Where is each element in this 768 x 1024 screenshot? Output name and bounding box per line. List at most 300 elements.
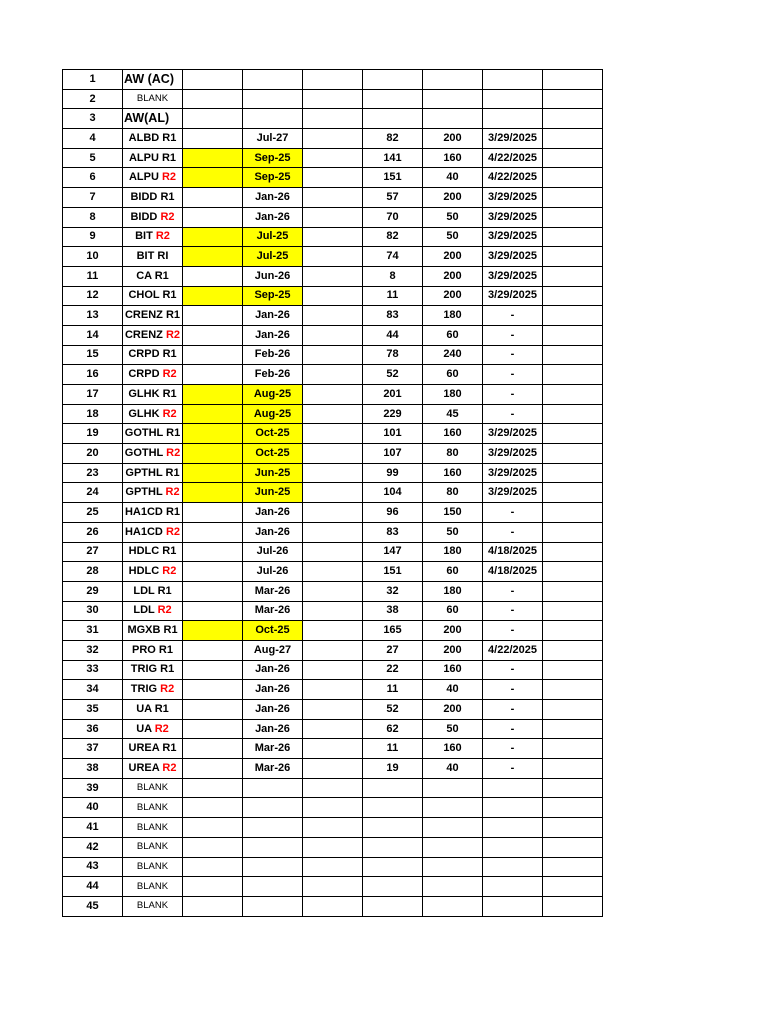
empty-cell[interactable]: [303, 365, 363, 385]
count-cell[interactable]: 101: [363, 424, 423, 444]
count-cell[interactable]: 229: [363, 404, 423, 424]
empty-cell[interactable]: [303, 503, 363, 523]
count-cell[interactable]: 11: [363, 286, 423, 306]
max-cell[interactable]: 200: [423, 700, 483, 720]
count-cell[interactable]: 11: [363, 680, 423, 700]
max-cell[interactable]: 50: [423, 227, 483, 247]
max-cell[interactable]: [423, 877, 483, 897]
empty-cell[interactable]: [303, 877, 363, 897]
row-number-cell[interactable]: 16: [63, 365, 123, 385]
expiry-cell[interactable]: [243, 798, 303, 818]
empty-cell[interactable]: [543, 345, 603, 365]
item-name-cell[interactable]: [123, 345, 183, 365]
highlight-cell[interactable]: [183, 503, 243, 523]
highlight-cell[interactable]: [183, 424, 243, 444]
highlight-cell[interactable]: [183, 483, 243, 503]
item-name-cell[interactable]: [123, 168, 183, 188]
max-cell[interactable]: 200: [423, 621, 483, 641]
empty-cell[interactable]: [303, 325, 363, 345]
count-cell[interactable]: 78: [363, 345, 423, 365]
count-cell[interactable]: 52: [363, 365, 423, 385]
expiry-cell[interactable]: [243, 89, 303, 109]
max-cell[interactable]: 200: [423, 286, 483, 306]
empty-cell[interactable]: [303, 719, 363, 739]
max-cell[interactable]: 180: [423, 306, 483, 326]
count-cell[interactable]: 104: [363, 483, 423, 503]
row-number-cell[interactable]: 34: [63, 680, 123, 700]
date-cell[interactable]: -: [483, 621, 543, 641]
count-cell[interactable]: 57: [363, 188, 423, 208]
empty-cell[interactable]: [543, 404, 603, 424]
count-cell[interactable]: 107: [363, 444, 423, 464]
row-number-cell[interactable]: 42: [63, 837, 123, 857]
expiry-cell[interactable]: Aug-25: [243, 404, 303, 424]
item-name-cell[interactable]: [123, 306, 183, 326]
item-name-cell[interactable]: [123, 503, 183, 523]
date-cell[interactable]: 3/29/2025: [483, 444, 543, 464]
empty-cell[interactable]: [303, 581, 363, 601]
row-number-cell[interactable]: 5: [63, 148, 123, 168]
expiry-cell[interactable]: Jun-26: [243, 266, 303, 286]
item-name-cell[interactable]: [123, 207, 183, 227]
empty-cell[interactable]: [303, 148, 363, 168]
expiry-cell[interactable]: Jan-26: [243, 207, 303, 227]
max-cell[interactable]: [423, 778, 483, 798]
max-cell[interactable]: 240: [423, 345, 483, 365]
expiry-cell[interactable]: Sep-25: [243, 148, 303, 168]
item-name-cell[interactable]: [123, 581, 183, 601]
highlight-cell[interactable]: [183, 719, 243, 739]
expiry-cell[interactable]: Oct-25: [243, 444, 303, 464]
empty-cell[interactable]: [543, 818, 603, 838]
highlight-cell[interactable]: [183, 365, 243, 385]
row-number-cell[interactable]: 27: [63, 542, 123, 562]
empty-cell[interactable]: [303, 700, 363, 720]
date-cell[interactable]: 3/29/2025: [483, 424, 543, 444]
empty-cell[interactable]: [303, 109, 363, 129]
row-number-cell[interactable]: 19: [63, 424, 123, 444]
empty-cell[interactable]: [543, 739, 603, 759]
expiry-cell[interactable]: Jul-26: [243, 562, 303, 582]
row-number-cell[interactable]: 12: [63, 286, 123, 306]
highlight-cell[interactable]: [183, 601, 243, 621]
count-cell[interactable]: 165: [363, 621, 423, 641]
count-cell[interactable]: 151: [363, 562, 423, 582]
item-name-cell[interactable]: [123, 444, 183, 464]
row-number-cell[interactable]: 44: [63, 877, 123, 897]
highlight-cell[interactable]: [183, 463, 243, 483]
highlight-cell[interactable]: [183, 227, 243, 247]
highlight-cell[interactable]: [183, 109, 243, 129]
count-cell[interactable]: 141: [363, 148, 423, 168]
max-cell[interactable]: 160: [423, 463, 483, 483]
expiry-cell[interactable]: [243, 70, 303, 90]
count-cell[interactable]: 32: [363, 581, 423, 601]
row-number-cell[interactable]: 37: [63, 739, 123, 759]
empty-cell[interactable]: [303, 286, 363, 306]
highlight-cell[interactable]: [183, 640, 243, 660]
max-cell[interactable]: 160: [423, 148, 483, 168]
item-name-cell[interactable]: [123, 109, 183, 129]
empty-cell[interactable]: [543, 621, 603, 641]
expiry-cell[interactable]: [243, 857, 303, 877]
highlight-cell[interactable]: [183, 522, 243, 542]
expiry-cell[interactable]: [243, 837, 303, 857]
empty-cell[interactable]: [543, 168, 603, 188]
date-cell[interactable]: 3/29/2025: [483, 188, 543, 208]
max-cell[interactable]: 200: [423, 640, 483, 660]
date-cell[interactable]: 3/29/2025: [483, 266, 543, 286]
count-cell[interactable]: 19: [363, 759, 423, 779]
date-cell[interactable]: [483, 896, 543, 916]
expiry-cell[interactable]: [243, 877, 303, 897]
highlight-cell[interactable]: [183, 207, 243, 227]
max-cell[interactable]: [423, 798, 483, 818]
row-number-cell[interactable]: 17: [63, 385, 123, 405]
row-number-cell[interactable]: 4: [63, 129, 123, 149]
max-cell[interactable]: 200: [423, 247, 483, 267]
empty-cell[interactable]: [303, 542, 363, 562]
empty-cell[interactable]: [543, 129, 603, 149]
empty-cell[interactable]: [543, 444, 603, 464]
date-cell[interactable]: 3/29/2025: [483, 483, 543, 503]
empty-cell[interactable]: [303, 306, 363, 326]
date-cell[interactable]: -: [483, 680, 543, 700]
empty-cell[interactable]: [543, 778, 603, 798]
item-name-cell[interactable]: [123, 385, 183, 405]
item-name-cell[interactable]: [123, 680, 183, 700]
expiry-cell[interactable]: Sep-25: [243, 286, 303, 306]
date-cell[interactable]: [483, 89, 543, 109]
max-cell[interactable]: [423, 89, 483, 109]
row-number-cell[interactable]: 29: [63, 581, 123, 601]
item-name-cell[interactable]: [123, 857, 183, 877]
max-cell[interactable]: 45: [423, 404, 483, 424]
item-name-cell[interactable]: [123, 562, 183, 582]
expiry-cell[interactable]: Feb-26: [243, 345, 303, 365]
date-cell[interactable]: [483, 70, 543, 90]
expiry-cell[interactable]: [243, 778, 303, 798]
date-cell[interactable]: [483, 837, 543, 857]
count-cell[interactable]: [363, 109, 423, 129]
empty-cell[interactable]: [303, 188, 363, 208]
item-name-cell[interactable]: [123, 778, 183, 798]
max-cell[interactable]: 200: [423, 129, 483, 149]
max-cell[interactable]: 200: [423, 188, 483, 208]
row-number-cell[interactable]: 15: [63, 345, 123, 365]
empty-cell[interactable]: [303, 404, 363, 424]
max-cell[interactable]: 180: [423, 385, 483, 405]
highlight-cell[interactable]: [183, 739, 243, 759]
highlight-cell[interactable]: [183, 70, 243, 90]
count-cell[interactable]: [363, 70, 423, 90]
expiry-cell[interactable]: Aug-25: [243, 385, 303, 405]
item-name-cell[interactable]: [123, 719, 183, 739]
count-cell[interactable]: 82: [363, 129, 423, 149]
expiry-cell[interactable]: Aug-27: [243, 640, 303, 660]
max-cell[interactable]: 60: [423, 325, 483, 345]
date-cell[interactable]: -: [483, 345, 543, 365]
item-name-cell[interactable]: [123, 89, 183, 109]
row-number-cell[interactable]: 31: [63, 621, 123, 641]
empty-cell[interactable]: [303, 266, 363, 286]
expiry-cell[interactable]: Jul-26: [243, 542, 303, 562]
row-number-cell[interactable]: 43: [63, 857, 123, 877]
highlight-cell[interactable]: [183, 188, 243, 208]
expiry-cell[interactable]: [243, 818, 303, 838]
empty-cell[interactable]: [303, 857, 363, 877]
empty-cell[interactable]: [303, 522, 363, 542]
empty-cell[interactable]: [543, 227, 603, 247]
expiry-cell[interactable]: Jan-26: [243, 660, 303, 680]
empty-cell[interactable]: [303, 680, 363, 700]
empty-cell[interactable]: [543, 759, 603, 779]
item-name-cell[interactable]: [123, 148, 183, 168]
date-cell[interactable]: -: [483, 503, 543, 523]
date-cell[interactable]: -: [483, 325, 543, 345]
empty-cell[interactable]: [543, 266, 603, 286]
empty-cell[interactable]: [543, 640, 603, 660]
date-cell[interactable]: -: [483, 601, 543, 621]
date-cell[interactable]: -: [483, 581, 543, 601]
empty-cell[interactable]: [543, 503, 603, 523]
empty-cell[interactable]: [303, 739, 363, 759]
empty-cell[interactable]: [303, 385, 363, 405]
highlight-cell[interactable]: [183, 247, 243, 267]
row-number-cell[interactable]: 14: [63, 325, 123, 345]
empty-cell[interactable]: [303, 247, 363, 267]
item-name-cell[interactable]: [123, 247, 183, 267]
expiry-cell[interactable]: Jan-26: [243, 700, 303, 720]
item-name-cell[interactable]: [123, 424, 183, 444]
max-cell[interactable]: [423, 896, 483, 916]
highlight-cell[interactable]: [183, 89, 243, 109]
highlight-cell[interactable]: [183, 148, 243, 168]
highlight-cell[interactable]: [183, 444, 243, 464]
highlight-cell[interactable]: [183, 896, 243, 916]
item-name-cell[interactable]: [123, 818, 183, 838]
max-cell[interactable]: 60: [423, 562, 483, 582]
date-cell[interactable]: -: [483, 719, 543, 739]
empty-cell[interactable]: [303, 798, 363, 818]
empty-cell[interactable]: [543, 700, 603, 720]
date-cell[interactable]: 4/22/2025: [483, 168, 543, 188]
max-cell[interactable]: 40: [423, 680, 483, 700]
empty-cell[interactable]: [303, 207, 363, 227]
max-cell[interactable]: 160: [423, 660, 483, 680]
count-cell[interactable]: 82: [363, 227, 423, 247]
empty-cell[interactable]: [543, 581, 603, 601]
max-cell[interactable]: 160: [423, 424, 483, 444]
date-cell[interactable]: 3/29/2025: [483, 227, 543, 247]
row-number-cell[interactable]: 45: [63, 896, 123, 916]
count-cell[interactable]: 22: [363, 660, 423, 680]
item-name-cell[interactable]: [123, 365, 183, 385]
item-name-cell[interactable]: [123, 483, 183, 503]
count-cell[interactable]: [363, 857, 423, 877]
count-cell[interactable]: 62: [363, 719, 423, 739]
highlight-cell[interactable]: [183, 562, 243, 582]
expiry-cell[interactable]: Jul-25: [243, 247, 303, 267]
count-cell[interactable]: 27: [363, 640, 423, 660]
empty-cell[interactable]: [543, 896, 603, 916]
max-cell[interactable]: 80: [423, 483, 483, 503]
max-cell[interactable]: [423, 70, 483, 90]
item-name-cell[interactable]: [123, 759, 183, 779]
empty-cell[interactable]: [543, 424, 603, 444]
empty-cell[interactable]: [543, 385, 603, 405]
date-cell[interactable]: 4/22/2025: [483, 148, 543, 168]
highlight-cell[interactable]: [183, 266, 243, 286]
row-number-cell[interactable]: 39: [63, 778, 123, 798]
empty-cell[interactable]: [543, 483, 603, 503]
empty-cell[interactable]: [303, 621, 363, 641]
highlight-cell[interactable]: [183, 759, 243, 779]
row-number-cell[interactable]: 25: [63, 503, 123, 523]
item-name-cell[interactable]: [123, 640, 183, 660]
empty-cell[interactable]: [543, 109, 603, 129]
count-cell[interactable]: 44: [363, 325, 423, 345]
highlight-cell[interactable]: [183, 306, 243, 326]
row-number-cell[interactable]: 20: [63, 444, 123, 464]
count-cell[interactable]: 74: [363, 247, 423, 267]
date-cell[interactable]: -: [483, 700, 543, 720]
expiry-cell[interactable]: Jan-26: [243, 188, 303, 208]
expiry-cell[interactable]: Mar-26: [243, 759, 303, 779]
item-name-cell[interactable]: [123, 601, 183, 621]
date-cell[interactable]: 3/29/2025: [483, 129, 543, 149]
empty-cell[interactable]: [543, 207, 603, 227]
max-cell[interactable]: [423, 818, 483, 838]
empty-cell[interactable]: [543, 857, 603, 877]
empty-cell[interactable]: [543, 463, 603, 483]
max-cell[interactable]: 50: [423, 207, 483, 227]
date-cell[interactable]: -: [483, 739, 543, 759]
empty-cell[interactable]: [303, 227, 363, 247]
count-cell[interactable]: [363, 896, 423, 916]
expiry-cell[interactable]: Jan-26: [243, 503, 303, 523]
item-name-cell[interactable]: [123, 129, 183, 149]
item-name-cell[interactable]: [123, 896, 183, 916]
row-number-cell[interactable]: 3: [63, 109, 123, 129]
expiry-cell[interactable]: Jul-27: [243, 129, 303, 149]
item-name-cell[interactable]: [123, 404, 183, 424]
highlight-cell[interactable]: [183, 345, 243, 365]
count-cell[interactable]: 38: [363, 601, 423, 621]
max-cell[interactable]: [423, 837, 483, 857]
count-cell[interactable]: 83: [363, 522, 423, 542]
date-cell[interactable]: -: [483, 365, 543, 385]
date-cell[interactable]: 3/29/2025: [483, 207, 543, 227]
highlight-cell[interactable]: [183, 404, 243, 424]
date-cell[interactable]: [483, 778, 543, 798]
row-number-cell[interactable]: 26: [63, 522, 123, 542]
row-number-cell[interactable]: 32: [63, 640, 123, 660]
expiry-cell[interactable]: [243, 896, 303, 916]
row-number-cell[interactable]: 18: [63, 404, 123, 424]
max-cell[interactable]: 60: [423, 601, 483, 621]
empty-cell[interactable]: [303, 129, 363, 149]
empty-cell[interactable]: [543, 522, 603, 542]
count-cell[interactable]: 96: [363, 503, 423, 523]
max-cell[interactable]: 40: [423, 168, 483, 188]
highlight-cell[interactable]: [183, 286, 243, 306]
expiry-cell[interactable]: Jan-26: [243, 522, 303, 542]
row-number-cell[interactable]: 11: [63, 266, 123, 286]
max-cell[interactable]: 50: [423, 522, 483, 542]
empty-cell[interactable]: [303, 345, 363, 365]
count-cell[interactable]: [363, 837, 423, 857]
empty-cell[interactable]: [543, 247, 603, 267]
row-number-cell[interactable]: 8: [63, 207, 123, 227]
expiry-cell[interactable]: [243, 109, 303, 129]
empty-cell[interactable]: [303, 168, 363, 188]
max-cell[interactable]: 200: [423, 266, 483, 286]
empty-cell[interactable]: [303, 562, 363, 582]
row-number-cell[interactable]: 13: [63, 306, 123, 326]
date-cell[interactable]: 4/18/2025: [483, 562, 543, 582]
expiry-cell[interactable]: Jun-25: [243, 463, 303, 483]
max-cell[interactable]: [423, 857, 483, 877]
row-number-cell[interactable]: 38: [63, 759, 123, 779]
expiry-cell[interactable]: Feb-26: [243, 365, 303, 385]
highlight-cell[interactable]: [183, 857, 243, 877]
count-cell[interactable]: 151: [363, 168, 423, 188]
empty-cell[interactable]: [543, 70, 603, 90]
date-cell[interactable]: [483, 877, 543, 897]
highlight-cell[interactable]: [183, 837, 243, 857]
row-number-cell[interactable]: 24: [63, 483, 123, 503]
empty-cell[interactable]: [543, 798, 603, 818]
expiry-cell[interactable]: Sep-25: [243, 168, 303, 188]
count-cell[interactable]: 83: [363, 306, 423, 326]
expiry-cell[interactable]: Mar-26: [243, 601, 303, 621]
count-cell[interactable]: 52: [363, 700, 423, 720]
highlight-cell[interactable]: [183, 325, 243, 345]
item-name-cell[interactable]: [123, 542, 183, 562]
highlight-cell[interactable]: [183, 877, 243, 897]
item-name-cell[interactable]: [123, 70, 183, 90]
empty-cell[interactable]: [543, 542, 603, 562]
empty-cell[interactable]: [543, 562, 603, 582]
expiry-cell[interactable]: Jul-25: [243, 227, 303, 247]
date-cell[interactable]: 3/29/2025: [483, 286, 543, 306]
empty-cell[interactable]: [303, 660, 363, 680]
highlight-cell[interactable]: [183, 542, 243, 562]
count-cell[interactable]: [363, 877, 423, 897]
date-cell[interactable]: -: [483, 660, 543, 680]
empty-cell[interactable]: [303, 483, 363, 503]
empty-cell[interactable]: [543, 680, 603, 700]
row-number-cell[interactable]: 33: [63, 660, 123, 680]
row-number-cell[interactable]: 41: [63, 818, 123, 838]
expiry-cell[interactable]: Jun-25: [243, 483, 303, 503]
empty-cell[interactable]: [303, 818, 363, 838]
count-cell[interactable]: 201: [363, 385, 423, 405]
count-cell[interactable]: 8: [363, 266, 423, 286]
item-name-cell[interactable]: [123, 227, 183, 247]
count-cell[interactable]: 11: [363, 739, 423, 759]
empty-cell[interactable]: [543, 660, 603, 680]
empty-cell[interactable]: [303, 70, 363, 90]
empty-cell[interactable]: [543, 837, 603, 857]
row-number-cell[interactable]: 30: [63, 601, 123, 621]
empty-cell[interactable]: [303, 89, 363, 109]
date-cell[interactable]: [483, 109, 543, 129]
highlight-cell[interactable]: [183, 680, 243, 700]
date-cell[interactable]: 3/29/2025: [483, 247, 543, 267]
row-number-cell[interactable]: 10: [63, 247, 123, 267]
